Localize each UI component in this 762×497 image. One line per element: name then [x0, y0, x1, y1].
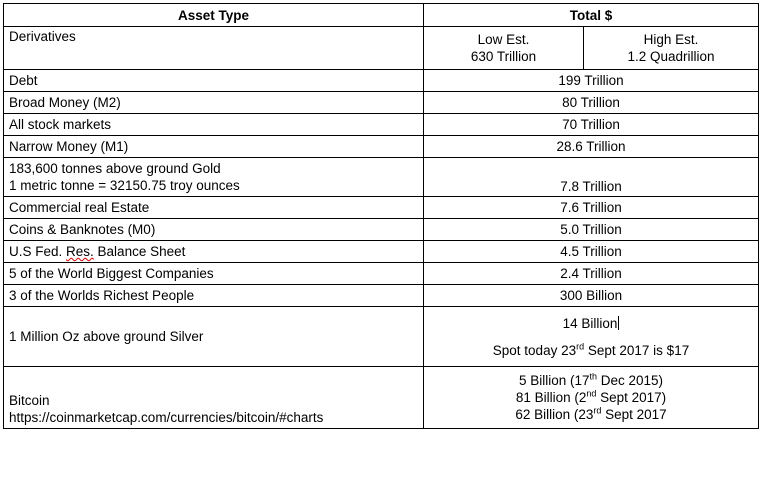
- total-header: Total $: [424, 4, 759, 27]
- asset-cell: 5 of the World Biggest Companies: [4, 263, 424, 285]
- asset-cell: Narrow Money (M1): [4, 136, 424, 158]
- high-estimate-value: 1.2 Quadrillion: [627, 49, 715, 64]
- total-cell: 2.4 Trillion: [424, 263, 759, 285]
- value-text: 62 Billion (23: [515, 407, 594, 422]
- table-row: [4, 219, 759, 241]
- table-row: [4, 307, 759, 367]
- spacer: [429, 332, 753, 342]
- silver-spot: [429, 342, 753, 359]
- bitcoin-value-2: [429, 389, 753, 406]
- silver-total: [429, 315, 753, 332]
- low-estimate-value: 630 Trillion: [470, 49, 537, 64]
- silver-spot-text-end: Sept 2017 is $17: [584, 342, 690, 358]
- total-cell: [424, 367, 759, 429]
- asset-cell: All stock markets: [4, 114, 424, 136]
- total-cell: 7.6 Trillion: [424, 197, 759, 219]
- value-text: 5 Billion (17: [518, 373, 590, 388]
- ordinal-suffix: rd: [593, 405, 602, 416]
- total-cell: 28.6 Trillion: [424, 136, 759, 158]
- bitcoin-url: https://coinmarketcap.com/currencies/bitcoin/#charts: [9, 410, 324, 425]
- table-row: [4, 285, 759, 307]
- asset-cell: 1 Million Oz above ground Silver: [4, 307, 424, 367]
- bitcoin-label: Bitcoin: [9, 393, 50, 408]
- total-cell: [424, 307, 759, 367]
- table-row: [4, 367, 759, 429]
- table-row: [4, 241, 759, 263]
- total-cell: 4.5 Trillion: [424, 241, 759, 263]
- header-row: [4, 4, 759, 27]
- asset-cell: Commercial real Estate: [4, 197, 424, 219]
- low-estimate-cell: [424, 27, 584, 70]
- table-row: [4, 92, 759, 114]
- ordinal-suffix: nd: [586, 388, 597, 399]
- fed-prefix: U.S Fed.: [9, 244, 67, 259]
- ordinal-suffix: rd: [576, 341, 585, 351]
- asset-type-header: Asset Type: [4, 4, 424, 27]
- asset-cell: [4, 367, 424, 429]
- asset-cell: [4, 241, 424, 263]
- asset-cell: [4, 27, 424, 70]
- total-cell: 5.0 Trillion: [424, 219, 759, 241]
- asset-table: [3, 3, 759, 429]
- value-text: 81 Billion (2: [515, 390, 587, 405]
- spellcheck-word: Res.: [66, 244, 94, 259]
- value-text-end: Sept 2017): [596, 390, 667, 405]
- ordinal-suffix: th: [589, 371, 598, 382]
- table-row: [4, 27, 759, 70]
- total-cell: 199 Trillion: [424, 70, 759, 92]
- total-cell: 70 Trillion: [424, 114, 759, 136]
- table-row: [4, 70, 759, 92]
- text-cursor-icon: [618, 316, 619, 330]
- bitcoin-value-3: [429, 406, 753, 423]
- value-text-end: Sept 2017: [601, 407, 667, 422]
- total-cell: 7.8 Trillion: [424, 158, 759, 197]
- asset-label: Derivatives: [9, 29, 76, 44]
- low-estimate-label: Low Est.: [477, 32, 530, 47]
- asset-cell: Coins & Banknotes (M0): [4, 219, 424, 241]
- asset-cell: 3 of the Worlds Richest People: [4, 285, 424, 307]
- asset-cell: Broad Money (M2): [4, 92, 424, 114]
- table-row: [4, 263, 759, 285]
- asset-cell: [4, 158, 424, 197]
- silver-spot-text: Spot today 23: [492, 342, 577, 358]
- total-cell: 80 Trillion: [424, 92, 759, 114]
- table-row: [4, 197, 759, 219]
- table-row: [4, 136, 759, 158]
- gold-line-2: 1 metric tonne = 32150.75 troy ounces: [9, 178, 240, 193]
- silver-total-value: 14 Billion: [562, 315, 618, 331]
- high-estimate-label: High Est.: [643, 32, 699, 47]
- high-estimate-cell: [584, 27, 759, 70]
- table-row: [4, 114, 759, 136]
- bitcoin-value-1: [429, 372, 753, 389]
- gold-line-1: 183,600 tonnes above ground Gold: [9, 161, 221, 176]
- asset-cell: Debt: [4, 70, 424, 92]
- value-text-end: Dec 2015): [597, 373, 664, 388]
- fed-suffix: Balance Sheet: [93, 244, 186, 259]
- table-row: [4, 158, 759, 197]
- total-cell: 300 Billion: [424, 285, 759, 307]
